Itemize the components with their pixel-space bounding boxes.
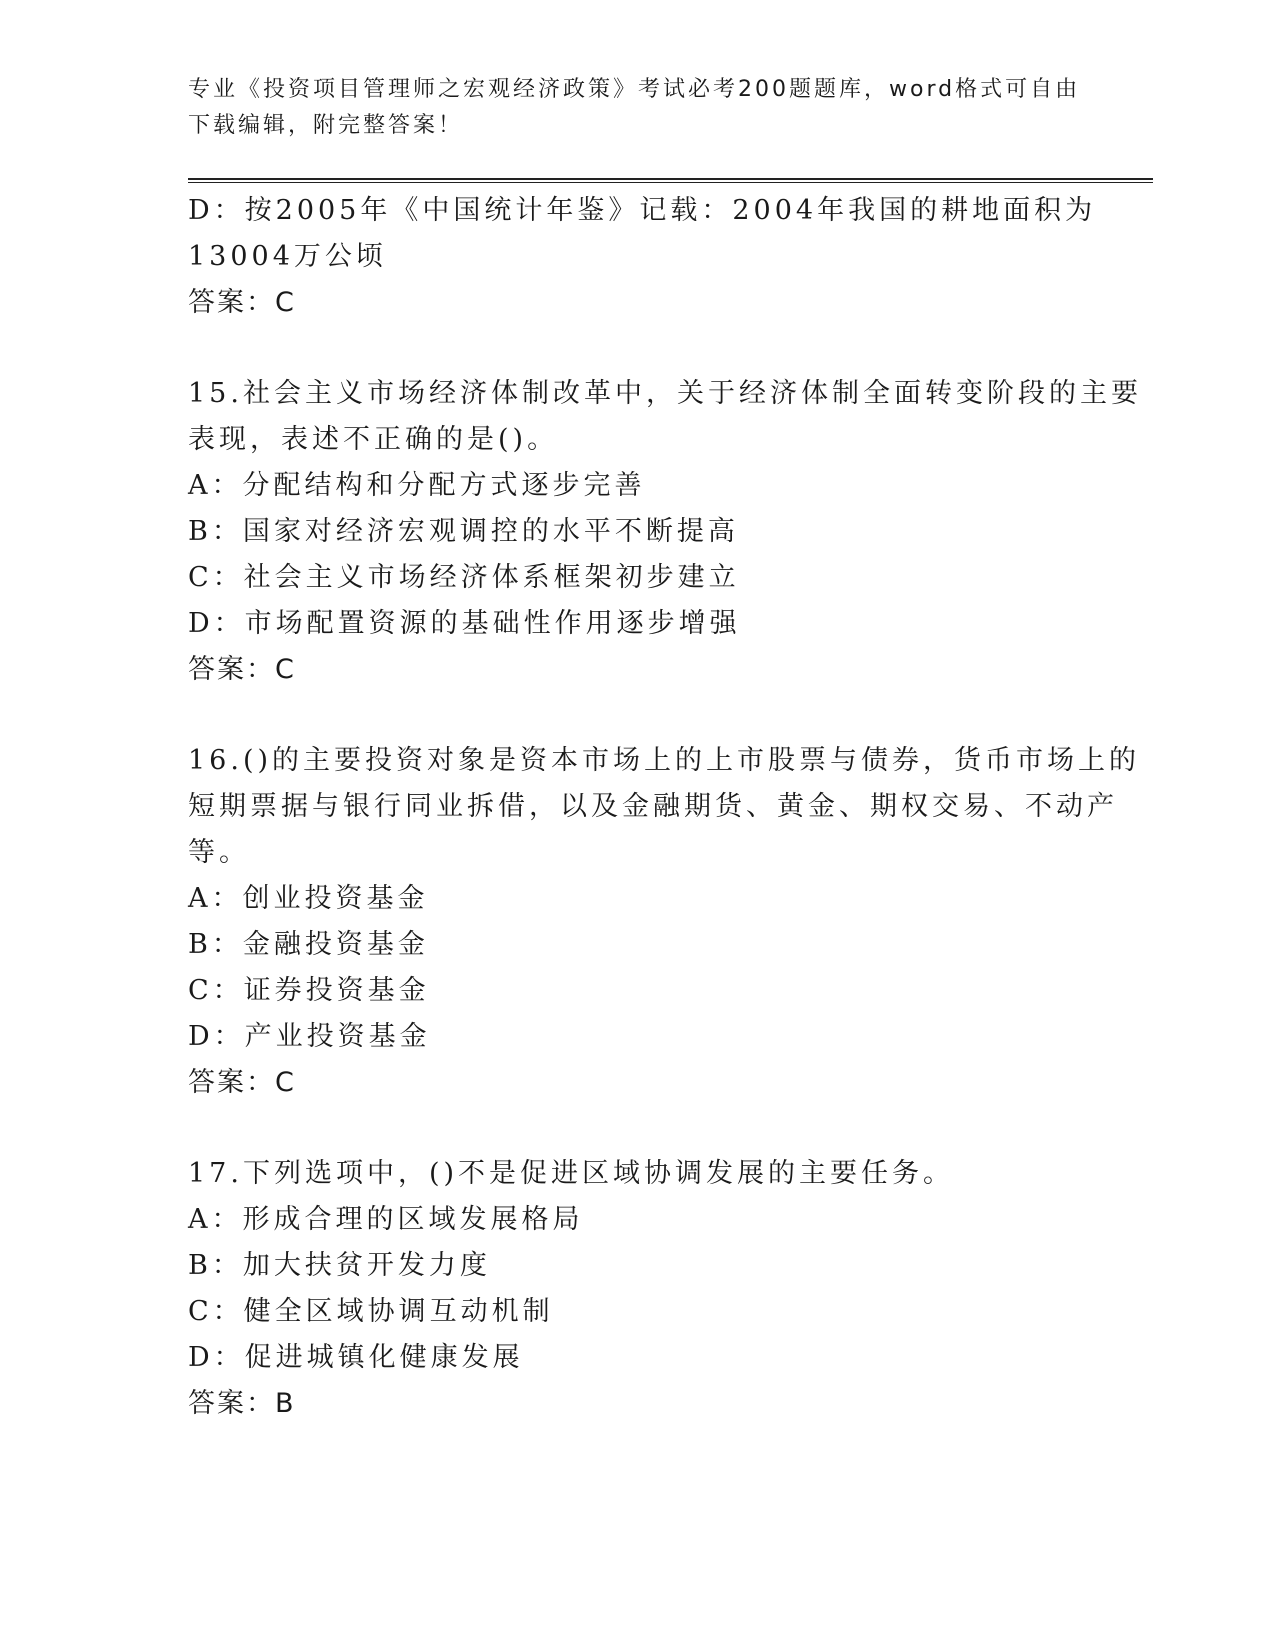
option-c: C：健全区域协调互动机制 <box>188 1296 554 1327</box>
answer: 答案：C <box>188 1067 296 1098</box>
question-14-tail <box>188 188 1097 326</box>
document-header <box>188 72 1088 144</box>
header-divider <box>188 178 1153 183</box>
option-a: A：形成合理的区域发展格局 <box>188 1204 584 1235</box>
spacer <box>188 326 1088 371</box>
option-a: A：创业投资基金 <box>188 883 429 914</box>
option-d: D：市场配置资源的基础性作用逐步增强 <box>188 608 741 639</box>
answer: 答案：C <box>188 654 296 685</box>
header-line: 专业《投资项目管理师之宏观经济政策》考试必考200题题库，word格式可自由 <box>188 77 1081 102</box>
option-c: C：社会主义市场经济体系框架初步建立 <box>188 562 740 593</box>
option-d: D：产业投资基金 <box>188 1021 431 1052</box>
option-d: D：促进城镇化健康发展 <box>188 1342 524 1373</box>
spacer <box>188 693 1088 738</box>
question-stem: 等。 <box>188 837 250 868</box>
option-d: D：按2005年《中国统计年鉴》记载：2004年我国的耕地面积为 <box>188 195 1097 226</box>
option-c: C：证券投资基金 <box>188 975 430 1006</box>
document-body <box>188 188 1142 1427</box>
option-b: B：加大扶贫开发力度 <box>188 1250 491 1281</box>
option-b: B：国家对经济宏观调控的水平不断提高 <box>188 516 739 547</box>
option-d-continued: 13004万公顷 <box>188 241 387 272</box>
question-stem: 16.()的主要投资对象是资本市场上的上市股票与债券，货币市场上的 <box>188 745 1141 776</box>
spacer <box>188 1106 1088 1151</box>
question-stem: 15.社会主义市场经济体制改革中，关于经济体制全面转变阶段的主要 <box>188 378 1142 409</box>
question-stem: 短期票据与银行同业拆借，以及金融期货、黄金、期权交易、不动产 <box>188 791 1118 822</box>
question-stem: 表现，表述不正确的是()。 <box>188 424 559 455</box>
question-15 <box>188 371 1142 693</box>
header-line: 下载编辑，附完整答案！ <box>188 113 464 138</box>
option-a: A：分配结构和分配方式逐步完善 <box>188 470 646 501</box>
option-b: B：金融投资基金 <box>188 929 429 960</box>
answer: 答案：C <box>188 287 296 318</box>
question-stem: 17.下列选项中，()不是促进区域协调发展的主要任务。 <box>188 1158 955 1189</box>
question-16 <box>188 738 1141 1106</box>
question-17 <box>188 1151 1088 1427</box>
answer: 答案：B <box>188 1388 296 1419</box>
